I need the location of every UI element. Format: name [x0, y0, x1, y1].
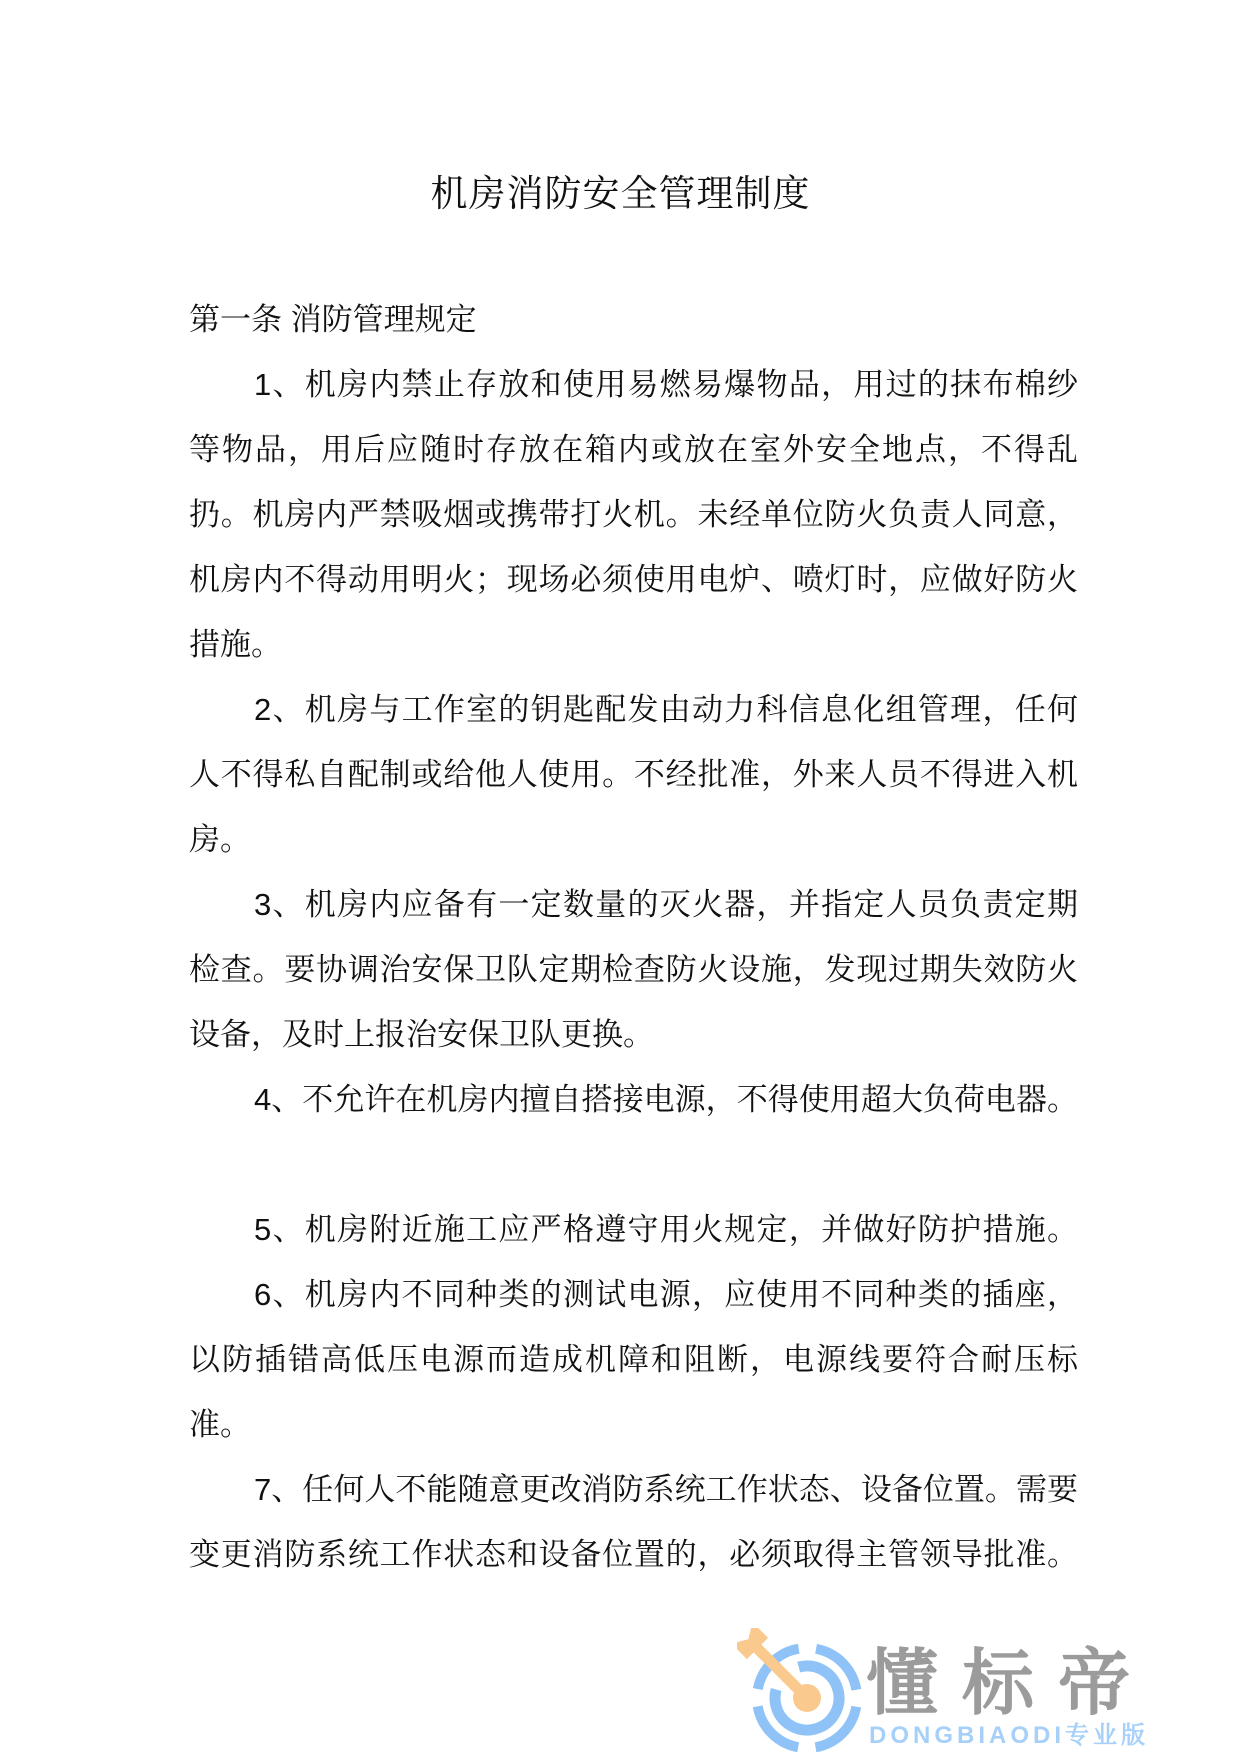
document-text-line [189, 1132, 1078, 1197]
document-title: 机房消防安全管理制度 [430, 173, 811, 214]
document-text-line: 措施。 [189, 627, 282, 662]
document-text-line: 4、不允许在机房内擅自搭接电源，不得使用超大负荷电器。 [254, 1082, 1078, 1117]
brand-name-sub [869, 1722, 1149, 1750]
dart-arrow [737, 1628, 828, 1719]
document-text-line: 3、机房内应备有一定数量的灭火器，并指定人员负责定期 [254, 887, 1078, 922]
document-text-line: 7、任何人不能随意更改消防系统工作状态、设备位置。需要 [254, 1472, 1078, 1507]
document-text-line: 以防插错高低压电源而造成机障和阻断，电源线要符合耐压标 [189, 1342, 1078, 1377]
document-text-line: 第一条 消防管理规定 [189, 302, 477, 337]
document-text-line: 5、机房附近施工应严格遵守用火规定，并做好防护措施。 [254, 1212, 1078, 1247]
document-text-line: 1、机房内禁止存放和使用易燃易爆物品，用过的抹布棉纱 [254, 367, 1078, 402]
document-body [189, 287, 1078, 1587]
brand-name-en: DONGBIAODI [869, 1722, 1065, 1749]
document-text-line: 6、机房内不同种类的测试电源，应使用不同种类的插座， [254, 1277, 1078, 1312]
document-text-line: 准。 [189, 1407, 251, 1442]
document-text-line: 等物品，用后应随时存放在箱内或放在室外安全地点，不得乱 [189, 432, 1078, 467]
document-text-line: 设备，及时上报治安保卫队更换。 [189, 1017, 654, 1052]
document-text-line: 2、机房与工作室的钥匙配发由动力科信息化组管理，任何 [254, 692, 1078, 727]
document-text-line: 人不得私自配制或给他人使用。不经批准，外来人员不得进入机 [189, 757, 1078, 792]
document-text-line: 扔。机房内严禁吸烟或携带打火机。未经单位防火负责人同意， [189, 497, 1078, 532]
document-text-line: 检查。要协调治安保卫队定期检查防火设施，发现过期失效防火 [189, 952, 1078, 987]
document-text-line: 机房内不得动用明火；现场必须使用电炉、喷灯时，应做好防火 [189, 562, 1078, 597]
brand-name-cn: 懂标帝 [866, 1644, 1155, 1724]
brand-edition-label: 专业版 [1065, 1722, 1149, 1749]
target-arrow-logo-icon [737, 1628, 877, 1754]
document-text-line: 房。 [189, 822, 251, 857]
document-text-line: 变更消防系统工作状态和设备位置的，必须取得主管领导批准。 [189, 1537, 1078, 1572]
